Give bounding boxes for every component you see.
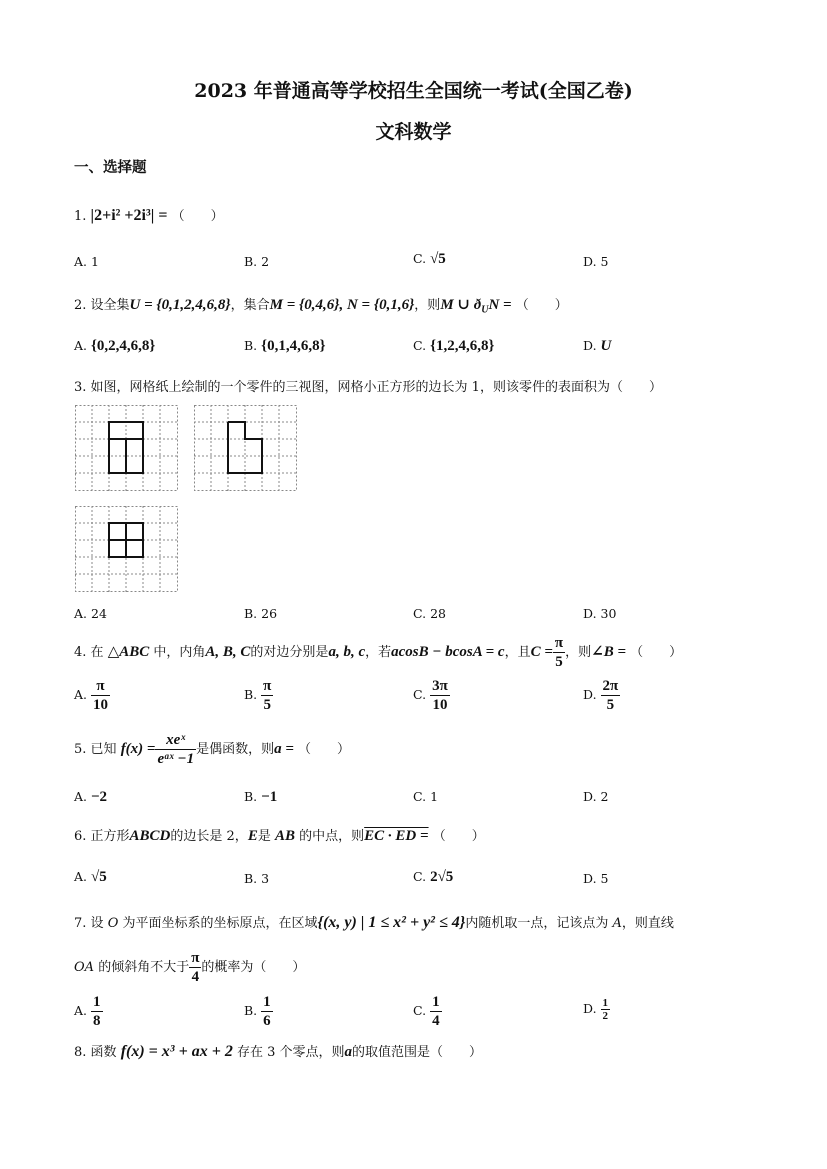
option-b: B. 2 [244, 254, 270, 269]
option-a: A. {0,2,4,6,8} [74, 338, 156, 354]
option-d: D. $\frac{1}{2}$ [583, 997, 609, 1022]
question-3: 3. 如图，网格纸上绘制的一个零件的三视图，网格小正方形的边长为 1，则该零件的表面积为（ ） [74, 380, 662, 395]
side-view-figure [194, 405, 298, 492]
question-2: 2. 设全集U = {0,1,2,4,6,8}，集合M = {0,4,6}, N = {0,1,6}，则M ∪ $ð_UN$ = （ ） [74, 297, 568, 316]
option-d: D. U [583, 338, 612, 354]
math-set-u: U = {0,1,2,4,6,8} [129, 297, 231, 313]
fraction: $\frac{\text{xeˣ}}{\text{eᵃˣ −1}}$ [157, 732, 195, 767]
option-b: B. {0,1,4,6,8} [244, 338, 326, 354]
option-a: A. 1 [74, 254, 99, 269]
question-5: 5. 已知 f(x) = $\frac{\text{xeˣ}}{\text{eᵃˣ −1}}$ 是偶函数，则a = （ ） [74, 732, 351, 767]
fraction: $\frac{\pi}{5}$ [554, 635, 564, 670]
fraction: $\frac{\pi}{4}$ [191, 950, 200, 985]
answer-blank: （ ） [171, 209, 224, 224]
option-b: B. $\frac{1}{6}$ [244, 994, 271, 1029]
front-view-figure [75, 405, 179, 492]
option-b: B. −1 [244, 789, 278, 805]
question-7-line-2: OA 的倾斜角不大于 $\frac{\pi}{4}$ 的概率为（ ） [74, 950, 306, 985]
option-d: D. 5 [583, 254, 609, 269]
question-1 [74, 205, 224, 225]
option-c: C. {1,2,4,6,8} [413, 338, 495, 354]
section-heading: 一、选择题 [74, 159, 147, 176]
option-b: B. 26 [244, 606, 278, 621]
option-d: D. $\frac{2\pi}{5}$ [583, 678, 619, 713]
question-4: 4. 在 △ABC 中，内角A, B, C的对边分别是a, b, c，若acosB − bcosA = c，且C = $\frac{\pi}{5}$ ，则∠B = （ ） [74, 635, 683, 670]
option-a: A. $\frac{\pi}{10}$ [74, 678, 108, 713]
option-d: D. 5 [583, 871, 609, 886]
option-d: D. 2 [583, 789, 609, 804]
math-region: {(x, y) | 1 ≤ x² + y² ≤ 4} [317, 914, 466, 931]
option-c: C. 28 [413, 606, 446, 621]
option-d: D. 30 [583, 606, 617, 621]
option-a: A. 24 [74, 606, 107, 621]
question-8: 8. 函数 f(x) = x³ + ax + 2 存在 3 个零点，则a的取值范围是（ ） [74, 1043, 483, 1060]
option-b: B. $\frac{\pi}{5}$ [244, 678, 272, 713]
question-6: 6. 正方形ABCD的边长是 2，E是 AB 的中点，则EC · ED = （ ） [74, 828, 485, 844]
page-title: 2023 年普通高等学校招生全国统一考试(全国乙卷) [194, 80, 633, 102]
option-c: C. $\frac{1}{4}$ [413, 994, 440, 1029]
option-c: C. 2√5 [413, 869, 454, 885]
math-expression: |2+i² +2i³| = [90, 207, 168, 224]
option-a: A. √5 [74, 869, 107, 885]
page-subtitle: 文科数学 [375, 121, 452, 143]
option-c: C. $\frac{3\pi}{10}$ [413, 678, 448, 713]
option-a: A. −2 [74, 789, 108, 805]
question-number: 1. [74, 209, 87, 224]
question-7-line-1: 7. 设 O 为平面坐标系的坐标原点，在区域{(x, y) | 1 ≤ x² + y² ≤ 4}内随机取一点，记该点为 A，则直线 [74, 914, 674, 931]
option-c: C. 1 [413, 789, 439, 804]
math-function: f(x) = x³ + ax + 2 [120, 1043, 233, 1060]
top-view-figure [75, 506, 179, 593]
option-a: A. $\frac{1}{8}$ [74, 994, 101, 1029]
math-set-mn: M = {0,4,6}, N = {0,1,6} [269, 297, 415, 313]
option-c: C. √5 [413, 251, 446, 267]
option-b: B. 3 [244, 871, 270, 886]
